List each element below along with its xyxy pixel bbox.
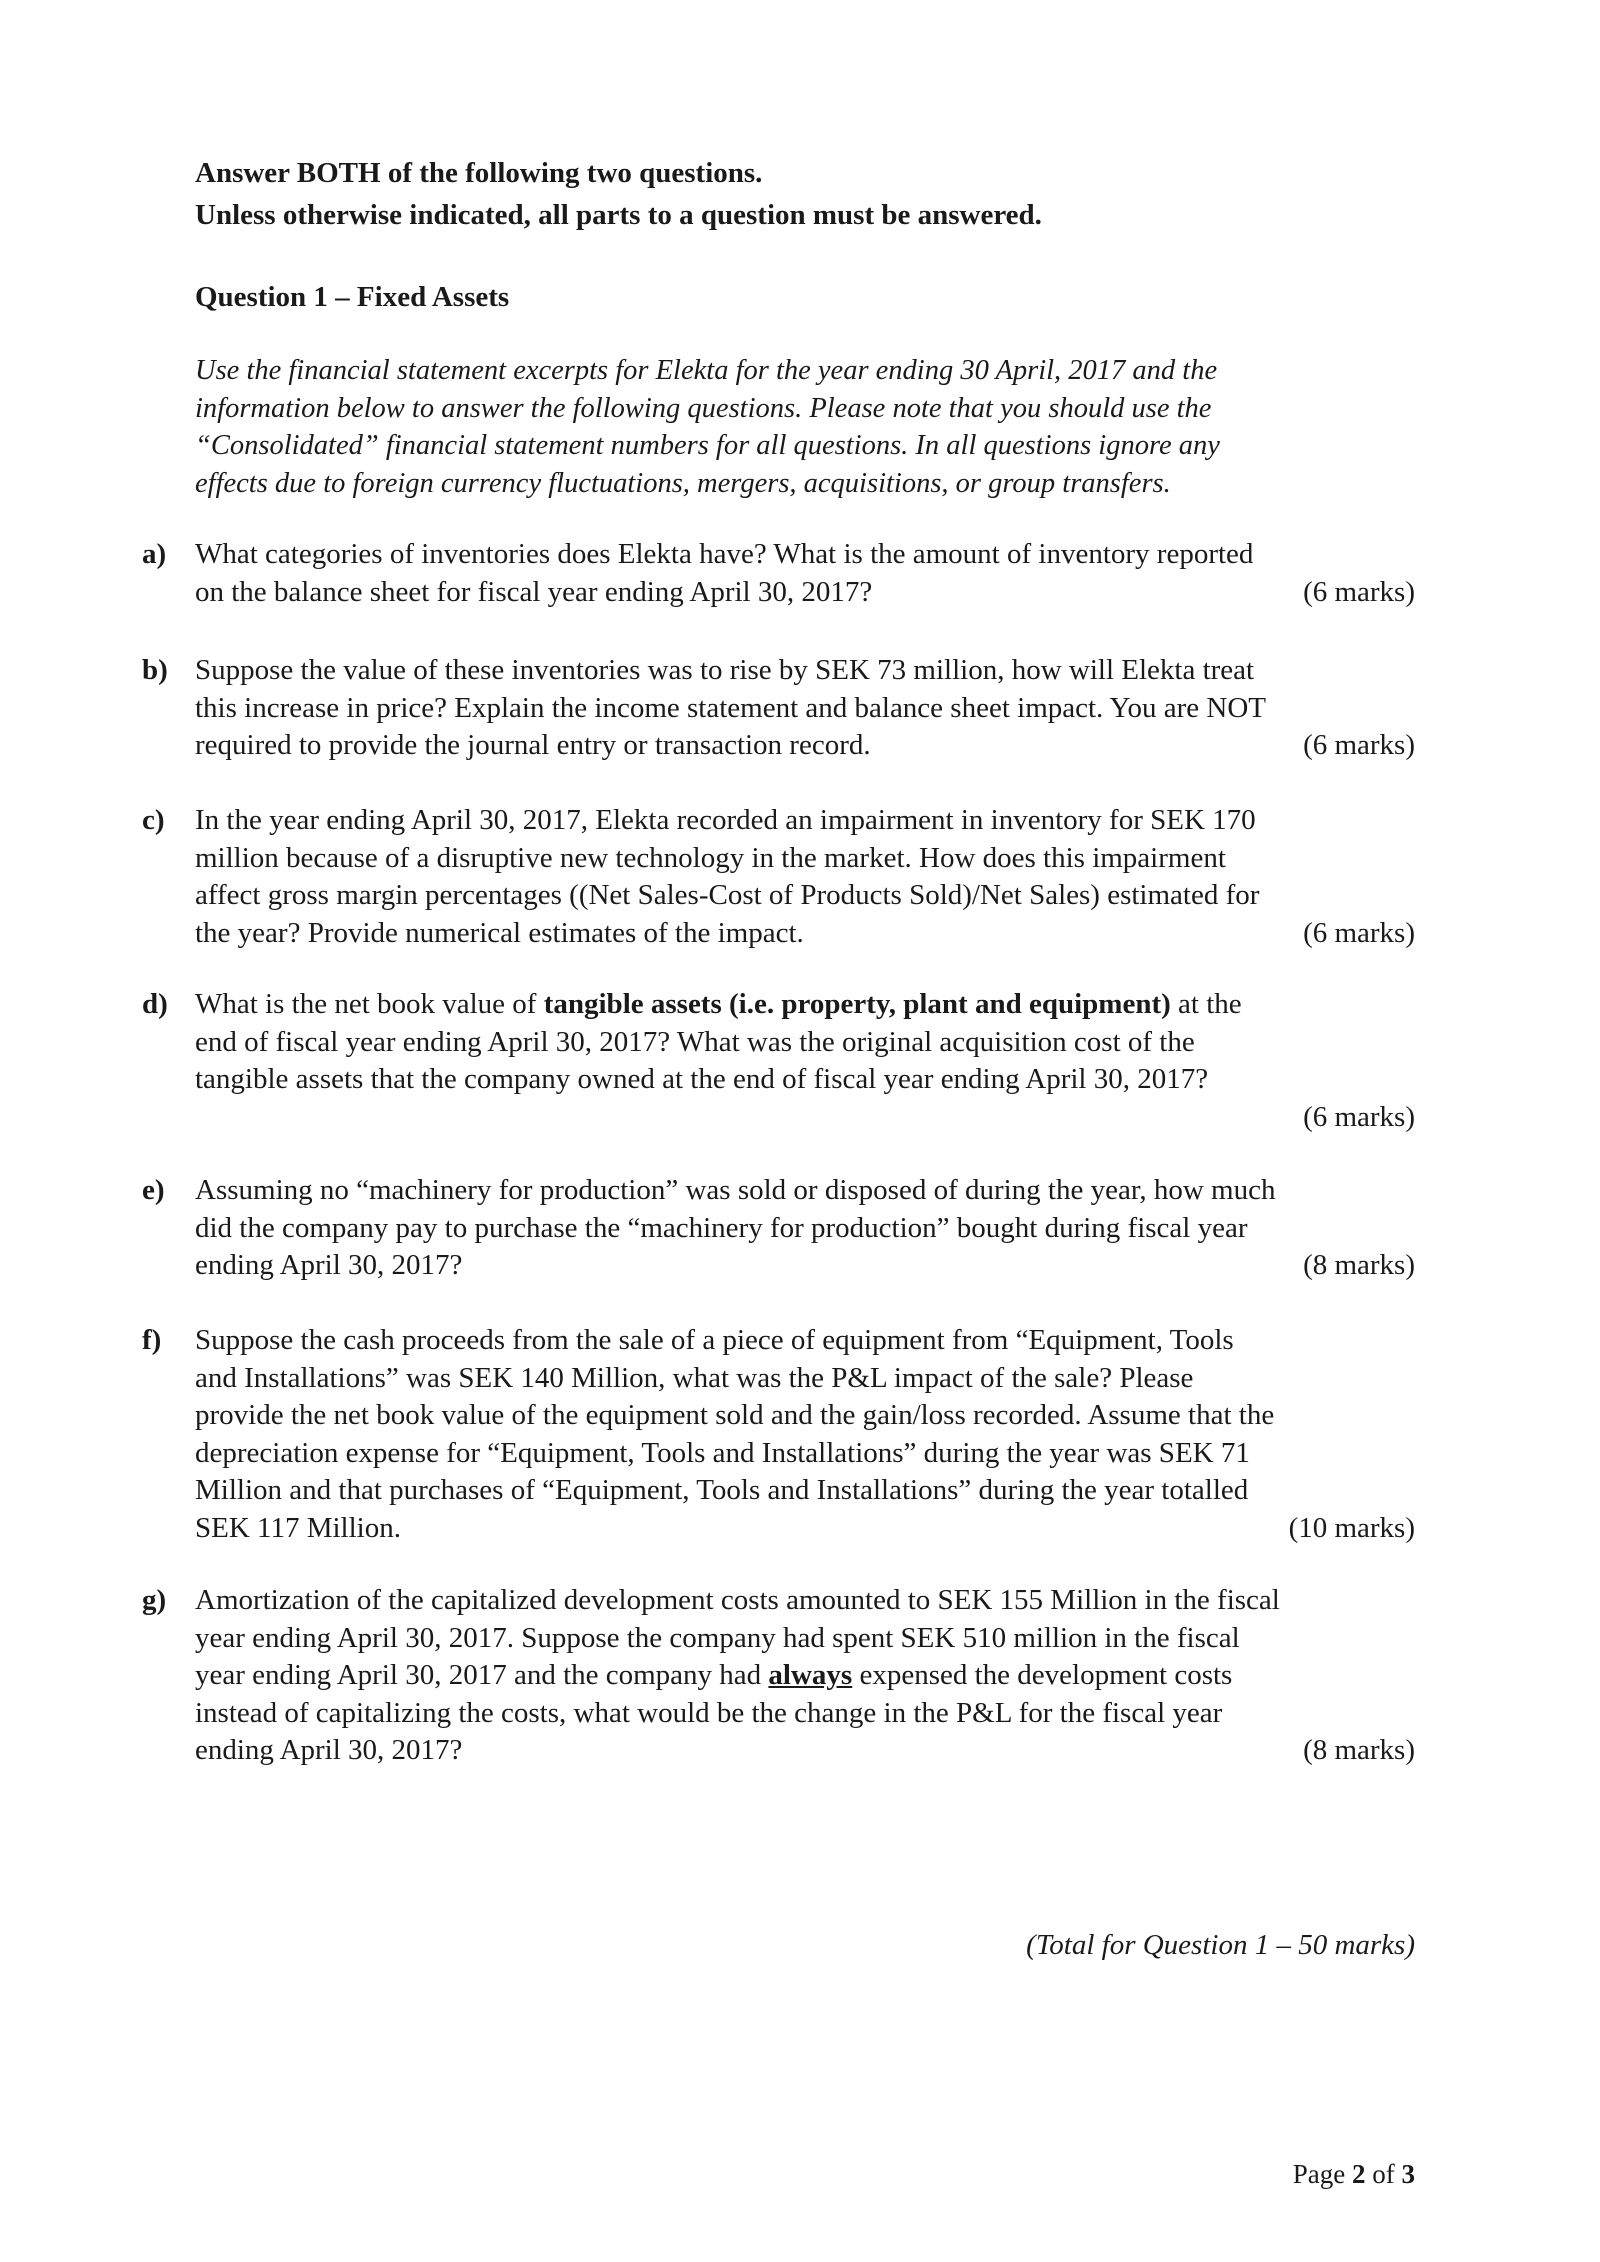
intro-line: effects due to foreign currency fluctuations, mergers, acquisitions, or group transfers. — [195, 467, 1171, 499]
marks-label: (8 marks) — [1303, 1249, 1415, 1281]
part-body — [195, 1582, 1415, 1770]
part-body — [195, 802, 1415, 952]
marks-label: (10 marks) — [1288, 1511, 1415, 1544]
part-label: d) — [142, 988, 168, 1020]
part-line: Assuming no “machinery for production” was sold or disposed of during the year, how much — [195, 1174, 1276, 1206]
part-line: million because of a disruptive new technology in the market. How does this impairment — [195, 841, 1226, 874]
part-body — [195, 652, 1415, 765]
intro-line: “Consolidated” financial statement numbers for all questions. In all questions ignore any — [195, 430, 1220, 461]
part-text: What is the net book value of — [195, 988, 544, 1020]
question-total: (Total for Question 1 – 50 marks) — [1026, 1929, 1415, 1961]
part-line: required to provide the journal entry or transaction record. — [195, 729, 871, 761]
part-body — [195, 1322, 1415, 1547]
part-body — [195, 986, 1415, 1136]
instruction-line-2: Unless otherwise indicated, all parts to a question must be answered. — [195, 199, 1042, 231]
part-label: a) — [142, 538, 167, 570]
part-label: f) — [142, 1324, 162, 1356]
question-title: Question 1 – Fixed Assets — [195, 281, 510, 313]
marks-label: (6 marks) — [1303, 1100, 1415, 1133]
part-line: did the company pay to purchase the “machinery for production” bought during fiscal year — [195, 1211, 1248, 1244]
part-line — [195, 1657, 1415, 1695]
marks-label: (6 marks) — [1303, 916, 1415, 949]
page-total: 3 — [1401, 2159, 1415, 2189]
part-text: year ending April 30, 2017 and the company had — [195, 1659, 769, 1691]
part-label: b) — [142, 654, 168, 686]
part-line — [195, 986, 1415, 1024]
part-text: at the — [1170, 988, 1242, 1020]
part-line: Suppose the cash proceeds from the sale of a piece of equipment from “Equipment, Tools — [195, 1324, 1234, 1356]
marks-label: (6 marks) — [1303, 575, 1415, 608]
part-text: expensed the development costs — [852, 1659, 1233, 1691]
question-intro — [195, 352, 1395, 502]
part-line: and Installations” was SEK 140 Million, what was the P&L impact of the sale? Please — [195, 1361, 1194, 1394]
part-line: What categories of inventories does Elekta have? What is the amount of inventory reported — [195, 538, 1254, 570]
part-line: SEK 117 Million. — [195, 1511, 401, 1544]
page-prefix: Page — [1292, 2159, 1352, 2189]
page-current: 2 — [1352, 2159, 1366, 2189]
intro-line: Use the financial statement excerpts for Elekta for the year ending 30 April, 2017 and the — [195, 355, 1218, 386]
part-line: affect gross margin percentages ((Net Sales-Cost of Products Sold)/Net Sales) estimated for — [195, 879, 1260, 911]
marks-label: (8 marks) — [1303, 1734, 1415, 1766]
part-label: g) — [142, 1584, 167, 1616]
part-line: Million and that purchases of “Equipment, Tools and Installations” during the year totalled — [195, 1474, 1249, 1506]
page-middle: of — [1365, 2159, 1402, 2189]
part-line: Amortization of the capitalized development costs amounted to SEK 155 Million in the fiscal — [195, 1584, 1280, 1616]
part-line: instead of capitalizing the costs, what would be the change in the P&L for the fiscal year — [195, 1696, 1223, 1729]
part-line: year ending April 30, 2017. Suppose the company had spent SEK 510 million in the fiscal — [195, 1621, 1240, 1654]
page-number — [1293, 2156, 1415, 2192]
part-line: ending April 30, 2017? — [195, 1734, 463, 1766]
part-line: tangible assets that the company owned at the end of fiscal year ending April 30, 2017? — [195, 1063, 1209, 1095]
intro-line: information below to answer the following questions. Please note that you should use the — [195, 392, 1212, 424]
part-line: ending April 30, 2017? — [195, 1249, 463, 1281]
marks-label: (6 marks) — [1303, 729, 1415, 761]
instruction-line-1: Answer BOTH of the following two questions. — [195, 157, 763, 189]
part-text-bold: tangible assets (i.e. property, plant and equipment) — [543, 988, 1171, 1020]
part-line: end of fiscal year ending April 30, 2017? What was the original acquisition cost of the — [195, 1025, 1195, 1058]
part-line: provide the net book value of the equipment sold and the gain/loss recorded. Assume that the — [195, 1399, 1275, 1431]
part-body — [195, 536, 1415, 611]
part-line: depreciation expense for “Equipment, Tools and Installations” during the year was SEK 71 — [195, 1436, 1250, 1469]
part-text-underlined: always — [768, 1659, 853, 1691]
part-label: c) — [142, 804, 165, 836]
part-line: Suppose the value of these inventories was to rise by SEK 73 million, how will Elekta treat — [195, 654, 1255, 686]
part-line: on the balance sheet for fiscal year ending April 30, 2017? — [195, 575, 873, 608]
part-label: e) — [142, 1174, 165, 1206]
part-line: the year? Provide numerical estimates of the impact. — [195, 916, 804, 949]
part-line: In the year ending April 30, 2017, Elekta recorded an impairment in inventory for SEK 170 — [195, 804, 1256, 836]
part-line: this increase in price? Explain the income statement and balance sheet impact. You are NOT — [195, 691, 1267, 724]
part-body — [195, 1172, 1415, 1285]
